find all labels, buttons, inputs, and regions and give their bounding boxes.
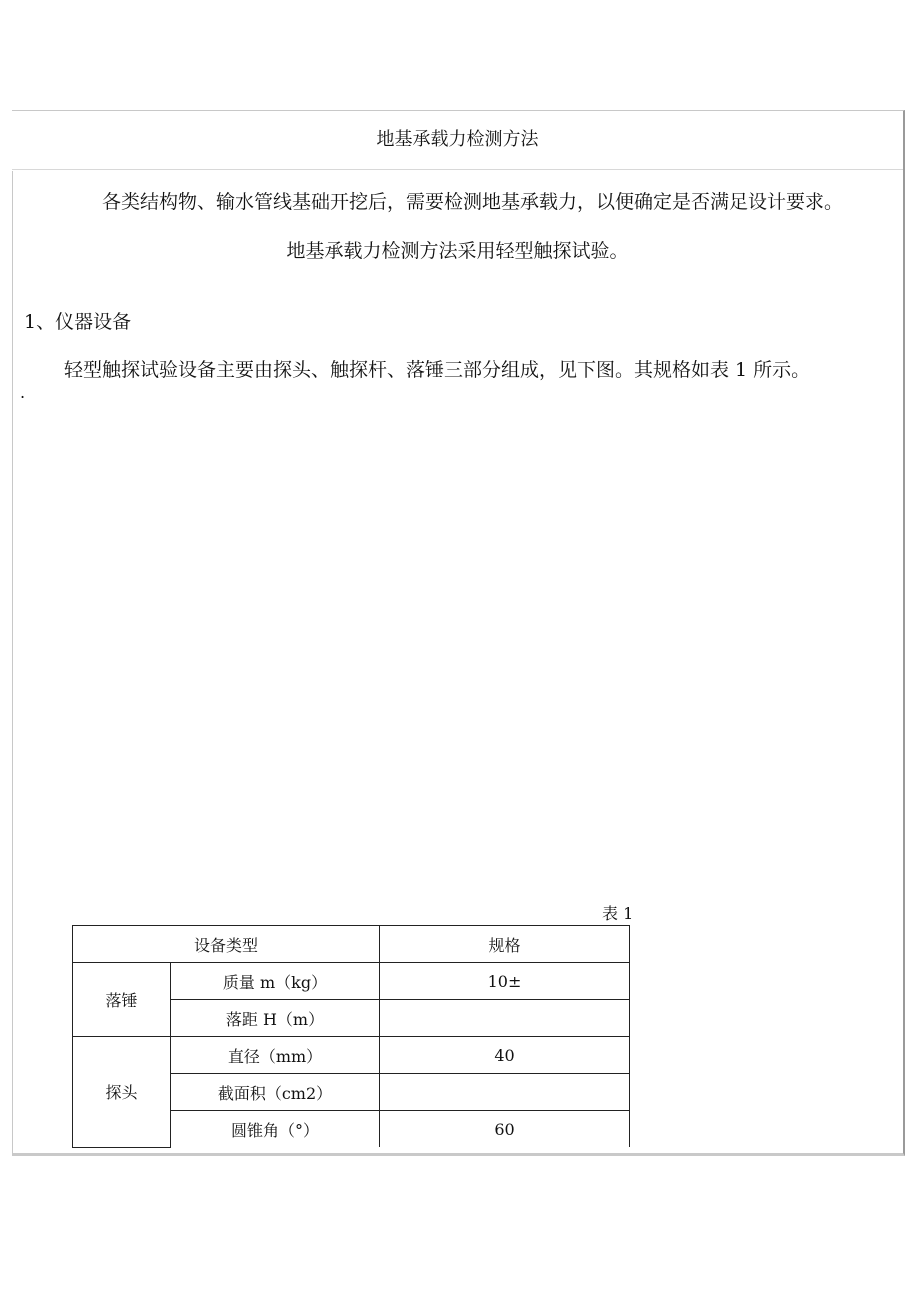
stray-dot: . (20, 383, 26, 402)
header-equipment-type: 设备类型 (73, 926, 380, 963)
method-paragraph: 地基承载力检测方法采用轻型触探试验。 (286, 240, 629, 262)
table-row (73, 1037, 630, 1074)
title-separator (12, 169, 903, 170)
equipment-paragraph: 轻型触探试验设备主要由探头、触探杆、落锤三部分组成，见下图。其规格如表 1 所示。 (64, 359, 811, 381)
param-cell: 落距 H（m） (171, 1000, 380, 1037)
value-cell: 40 (380, 1037, 630, 1074)
header-spec: 规格 (380, 926, 630, 963)
frame-left-rule (12, 171, 13, 1155)
table-header-row (73, 926, 630, 963)
table-row (73, 963, 630, 1000)
value-cell (380, 1000, 630, 1037)
document-title: 地基承载力检测方法 (376, 129, 539, 150)
document-frame (12, 110, 905, 1156)
value-cell: 60 (380, 1111, 630, 1148)
spec-table (72, 925, 630, 1148)
param-cell: 圆锥角（°） (171, 1111, 380, 1148)
param-cell: 截面积（cm2） (171, 1074, 380, 1111)
section-heading-equipment: 1、仪器设备 (24, 311, 132, 333)
equipment-figure-placeholder (42, 411, 842, 891)
group-probe: 探头 (73, 1037, 171, 1148)
value-cell (380, 1074, 630, 1111)
value-cell: 10± (380, 963, 630, 1000)
group-hammer: 落锤 (73, 963, 171, 1037)
table-caption: 表 1 (602, 904, 634, 923)
param-cell: 质量 m（kg） (171, 963, 380, 1000)
param-cell: 直径（mm） (171, 1037, 380, 1074)
intro-paragraph: 各类结构物、输水管线基础开挖后，需要检测地基承载力，以便确定是否满足设计要求。 (101, 191, 843, 213)
